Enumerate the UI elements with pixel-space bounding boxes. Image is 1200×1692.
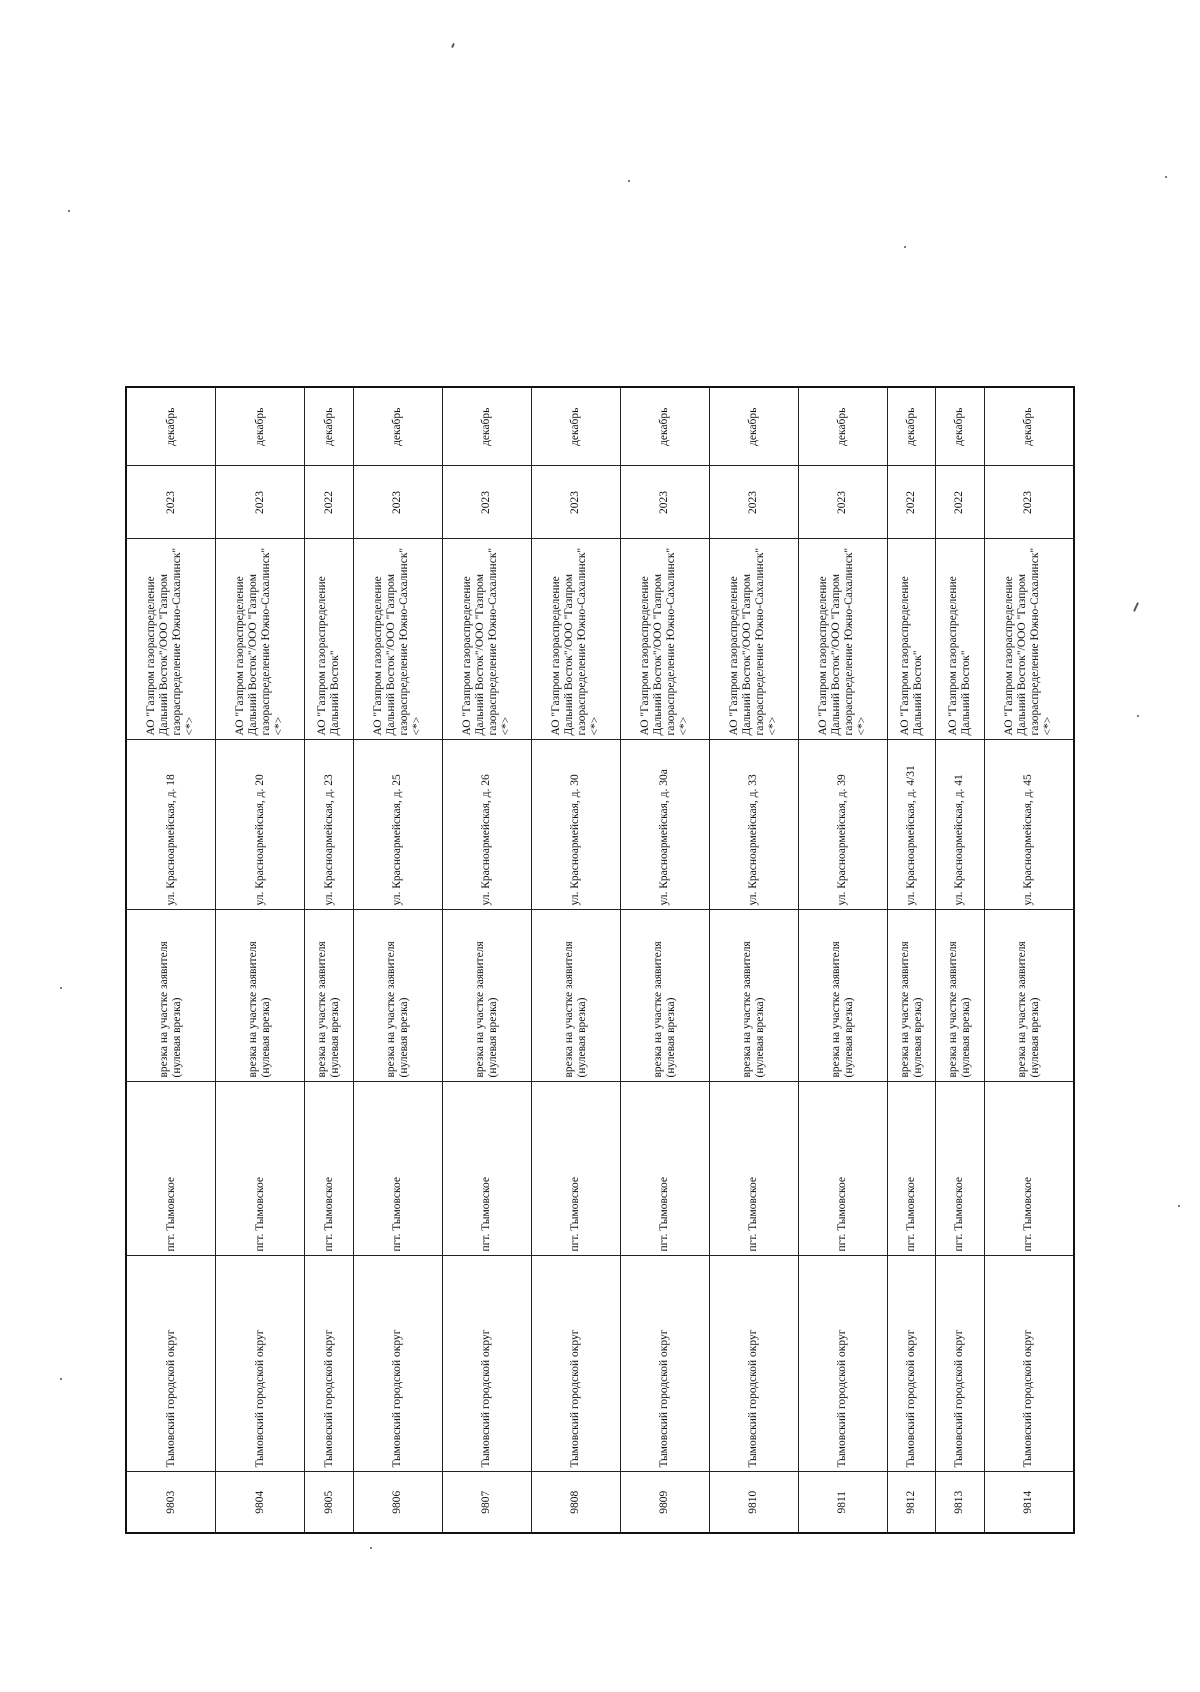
organization-cell: АО "Газпром газораспределение Дальний Восток" xyxy=(936,539,984,740)
municipality-cell: Тымовский городской округ xyxy=(216,1256,305,1472)
year-cell: 2023 xyxy=(126,466,216,539)
connection-point-cell: врезка на участке заявителя (нулевая врезка) xyxy=(936,910,984,1082)
address-cell: ул. Красноармейская, д. 4/31 xyxy=(887,740,935,910)
address-cell: ул. Красноармейская, д. 45 xyxy=(984,740,1074,910)
settlement-cell: пгт. Тымовское xyxy=(531,1082,620,1256)
row-id: 9809 xyxy=(620,1472,709,1533)
address-cell: ул. Красноармейская, д. 30 xyxy=(531,740,620,910)
organization-cell: АО "Газпром газораспределение Дальний Восток" xyxy=(887,539,935,740)
organization-cell: АО "Газпром газораспределение Дальний Восток"/ООО "Газпром газораспределение Южно-Сахалинск" <*> xyxy=(216,539,305,740)
row-id: 9814 xyxy=(984,1472,1074,1533)
table-body xyxy=(126,387,1074,1533)
settlement-cell: пгт. Тымовское xyxy=(305,1082,353,1256)
scan-speck xyxy=(904,246,906,248)
month-cell: декабрь xyxy=(442,387,531,466)
month-cell: декабрь xyxy=(353,387,442,466)
settlement-cell: пгт. Тымовское xyxy=(984,1082,1074,1256)
settlement-cell: пгт. Тымовское xyxy=(353,1082,442,1256)
scan-speck xyxy=(68,210,70,212)
municipality-cell: Тымовский городской округ xyxy=(709,1256,798,1472)
settlement-cell: пгт. Тымовское xyxy=(798,1082,887,1256)
connection-point-cell: врезка на участке заявителя (нулевая врезка) xyxy=(709,910,798,1082)
scan-speck xyxy=(60,1378,62,1380)
year-cell: 2023 xyxy=(620,466,709,539)
scan-speck xyxy=(60,987,62,989)
connection-point-cell: врезка на участке заявителя (нулевая врезка) xyxy=(216,910,305,1082)
connection-point-cell: врезка на участке заявителя (нулевая врезка) xyxy=(353,910,442,1082)
scan-speck xyxy=(1178,1205,1180,1207)
scan-speck xyxy=(370,1547,372,1549)
municipality-cell: Тымовский городской округ xyxy=(798,1256,887,1472)
organization-cell: АО "Газпром газораспределение Дальний Восток"/ООО "Газпром газораспределение Южно-Сахалинск" <*> xyxy=(353,539,442,740)
row-id: 9810 xyxy=(709,1472,798,1533)
connection-point-cell: врезка на участке заявителя (нулевая врезка) xyxy=(984,910,1074,1082)
table-row xyxy=(620,387,709,1533)
year-cell: 2022 xyxy=(305,466,353,539)
organization-cell: АО "Газпром газораспределение Дальний Восток"/ООО "Газпром газораспределение Южно-Сахалинск" <*> xyxy=(126,539,216,740)
month-cell: декабрь xyxy=(984,387,1074,466)
address-cell: ул. Красноармейская, д. 33 xyxy=(709,740,798,910)
row-id: 9812 xyxy=(887,1472,935,1533)
row-id: 9803 xyxy=(126,1472,216,1533)
municipality-cell: Тымовский городской округ xyxy=(442,1256,531,1472)
address-cell: ул. Красноармейская, д. 20 xyxy=(216,740,305,910)
municipality-cell: Тымовский городской округ xyxy=(305,1256,353,1472)
municipality-cell: Тымовский городской округ xyxy=(531,1256,620,1472)
month-cell: декабрь xyxy=(936,387,984,466)
row-id: 9805 xyxy=(305,1472,353,1533)
organization-cell: АО "Газпром газораспределение Дальний Восток"/ООО "Газпром газораспределение Южно-Сахалинск" <*> xyxy=(984,539,1074,740)
organization-cell: АО "Газпром газораспределение Дальний Восток"/ООО "Газпром газораспределение Южно-Сахалинск" <*> xyxy=(620,539,709,740)
municipality-cell: Тымовский городской округ xyxy=(984,1256,1074,1472)
address-cell: ул. Красноармейская, д. 30а xyxy=(620,740,709,910)
settlement-cell: пгт. Тымовское xyxy=(620,1082,709,1256)
year-cell: 2023 xyxy=(798,466,887,539)
table-row xyxy=(442,387,531,1533)
row-id: 9806 xyxy=(353,1472,442,1533)
month-cell: декабрь xyxy=(126,387,216,466)
settlement-cell: пгт. Тымовское xyxy=(887,1082,935,1256)
month-cell: декабрь xyxy=(305,387,353,466)
year-cell: 2022 xyxy=(936,466,984,539)
organization-cell: АО "Газпром газораспределение Дальний Восток"/ООО "Газпром газораспределение Южно-Сахалинск" <*> xyxy=(531,539,620,740)
table-row xyxy=(798,387,887,1533)
scan-speck xyxy=(451,43,455,48)
row-id: 9811 xyxy=(798,1472,887,1533)
connection-point-cell: врезка на участке заявителя (нулевая врезка) xyxy=(126,910,216,1082)
year-cell: 2022 xyxy=(887,466,935,539)
address-cell: ул. Красноармейская, д. 41 xyxy=(936,740,984,910)
month-cell: декабрь xyxy=(798,387,887,466)
month-cell: декабрь xyxy=(620,387,709,466)
table-row xyxy=(984,387,1074,1533)
address-cell: ул. Красноармейская, д. 25 xyxy=(353,740,442,910)
rotated-table-wrapper xyxy=(125,388,1075,1534)
table-row xyxy=(353,387,442,1533)
row-id: 9804 xyxy=(216,1472,305,1533)
year-cell: 2023 xyxy=(442,466,531,539)
settlement-cell: пгт. Тымовское xyxy=(126,1082,216,1256)
address-cell: ул. Красноармейская, д. 39 xyxy=(798,740,887,910)
connection-point-cell: врезка на участке заявителя (нулевая врезка) xyxy=(442,910,531,1082)
municipality-cell: Тымовский городской округ xyxy=(936,1256,984,1472)
table-row xyxy=(216,387,305,1533)
address-cell: ул. Красноармейская, д. 23 xyxy=(305,740,353,910)
settlement-cell: пгт. Тымовское xyxy=(936,1082,984,1256)
year-cell: 2023 xyxy=(709,466,798,539)
connection-point-cell: врезка на участке заявителя (нулевая врезка) xyxy=(531,910,620,1082)
year-cell: 2023 xyxy=(531,466,620,539)
year-cell: 2023 xyxy=(984,466,1074,539)
organization-cell: АО "Газпром газораспределение Дальний Восток"/ООО "Газпром газораспределение Южно-Сахалинск" <*> xyxy=(798,539,887,740)
table-row xyxy=(126,387,216,1533)
connection-point-cell: врезка на участке заявителя (нулевая врезка) xyxy=(887,910,935,1082)
scan-speck xyxy=(1133,602,1139,612)
table-row xyxy=(305,387,353,1533)
connection-point-cell: врезка на участке заявителя (нулевая врезка) xyxy=(620,910,709,1082)
gasification-registry-table xyxy=(125,386,1075,1534)
table-row xyxy=(887,387,935,1533)
address-cell: ул. Красноармейская, д. 26 xyxy=(442,740,531,910)
month-cell: декабрь xyxy=(887,387,935,466)
scan-speck xyxy=(1165,176,1167,178)
settlement-cell: пгт. Тымовское xyxy=(216,1082,305,1256)
year-cell: 2023 xyxy=(216,466,305,539)
table-row xyxy=(936,387,984,1533)
municipality-cell: Тымовский городской округ xyxy=(887,1256,935,1472)
connection-point-cell: врезка на участке заявителя (нулевая врезка) xyxy=(798,910,887,1082)
scan-speck xyxy=(628,180,630,182)
month-cell: декабрь xyxy=(216,387,305,466)
settlement-cell: пгт. Тымовское xyxy=(442,1082,531,1256)
organization-cell: АО "Газпром газораспределение Дальний Восток" xyxy=(305,539,353,740)
organization-cell: АО "Газпром газораспределение Дальний Восток"/ООО "Газпром газораспределение Южно-Сахалинск" <*> xyxy=(709,539,798,740)
month-cell: декабрь xyxy=(531,387,620,466)
municipality-cell: Тымовский городской округ xyxy=(126,1256,216,1472)
year-cell: 2023 xyxy=(353,466,442,539)
row-id: 9813 xyxy=(936,1472,984,1533)
settlement-cell: пгт. Тымовское xyxy=(709,1082,798,1256)
row-id: 9808 xyxy=(531,1472,620,1533)
row-id: 9807 xyxy=(442,1472,531,1533)
municipality-cell: Тымовский городской округ xyxy=(620,1256,709,1472)
table-row xyxy=(709,387,798,1533)
table-row xyxy=(531,387,620,1533)
organization-cell: АО "Газпром газораспределение Дальний Восток"/ООО "Газпром газораспределение Южно-Сахалинск" <*> xyxy=(442,539,531,740)
month-cell: декабрь xyxy=(709,387,798,466)
scan-speck xyxy=(1137,715,1139,717)
connection-point-cell: врезка на участке заявителя (нулевая врезка) xyxy=(305,910,353,1082)
address-cell: ул. Красноармейская, д. 18 xyxy=(126,740,216,910)
municipality-cell: Тымовский городской округ xyxy=(353,1256,442,1472)
